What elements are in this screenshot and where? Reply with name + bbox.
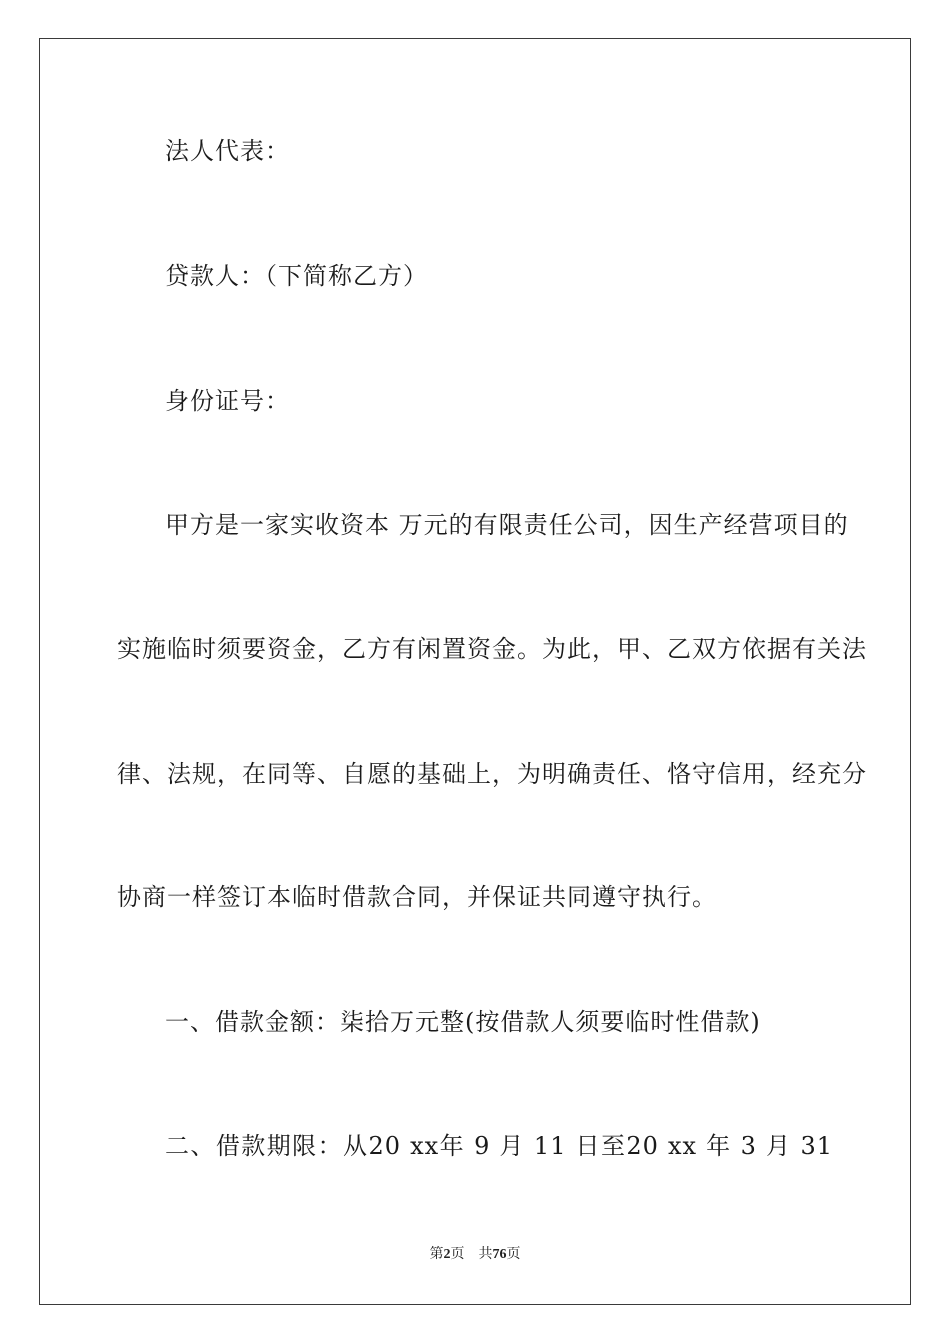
current-page-number: 2 bbox=[443, 1247, 451, 1262]
page-footer bbox=[0, 1246, 950, 1264]
page-prefix: 第 bbox=[429, 1247, 444, 1262]
legal-representative-line: 法人代表： bbox=[165, 137, 290, 165]
loan-term-clause: 二、借款期限：从20 xx年 9 月 11 日至20 xx 年 3 月 31 bbox=[165, 1132, 833, 1160]
id-number-line: 身份证号： bbox=[165, 387, 290, 415]
total-prefix: 共 bbox=[478, 1247, 493, 1262]
paragraph-line-4: 协商一样签订本临时借款合同，并保证共同遵守执行。 bbox=[117, 883, 717, 911]
page-border bbox=[39, 38, 911, 1305]
total-page-count: 76 bbox=[492, 1247, 507, 1262]
lender-line: 贷款人：（下简称乙方） bbox=[165, 262, 428, 290]
paragraph-line-1: 甲方是一家实收资本 万元的有限责任公司，因生产经营项目的 bbox=[165, 511, 849, 539]
total-suffix: 页 bbox=[506, 1247, 521, 1262]
loan-amount-clause: 一、借款金额：柒拾万元整(按借款人须要临时性借款) bbox=[165, 1008, 761, 1036]
paragraph-line-3: 律、法规，在同等、自愿的基础上，为明确责任、恪守信用，经充分 bbox=[117, 760, 867, 788]
page-suffix: 页 bbox=[450, 1247, 465, 1262]
paragraph-line-2: 实施临时须要资金，乙方有闲置资金。为此，甲、乙双方依据有关法 bbox=[117, 635, 867, 663]
